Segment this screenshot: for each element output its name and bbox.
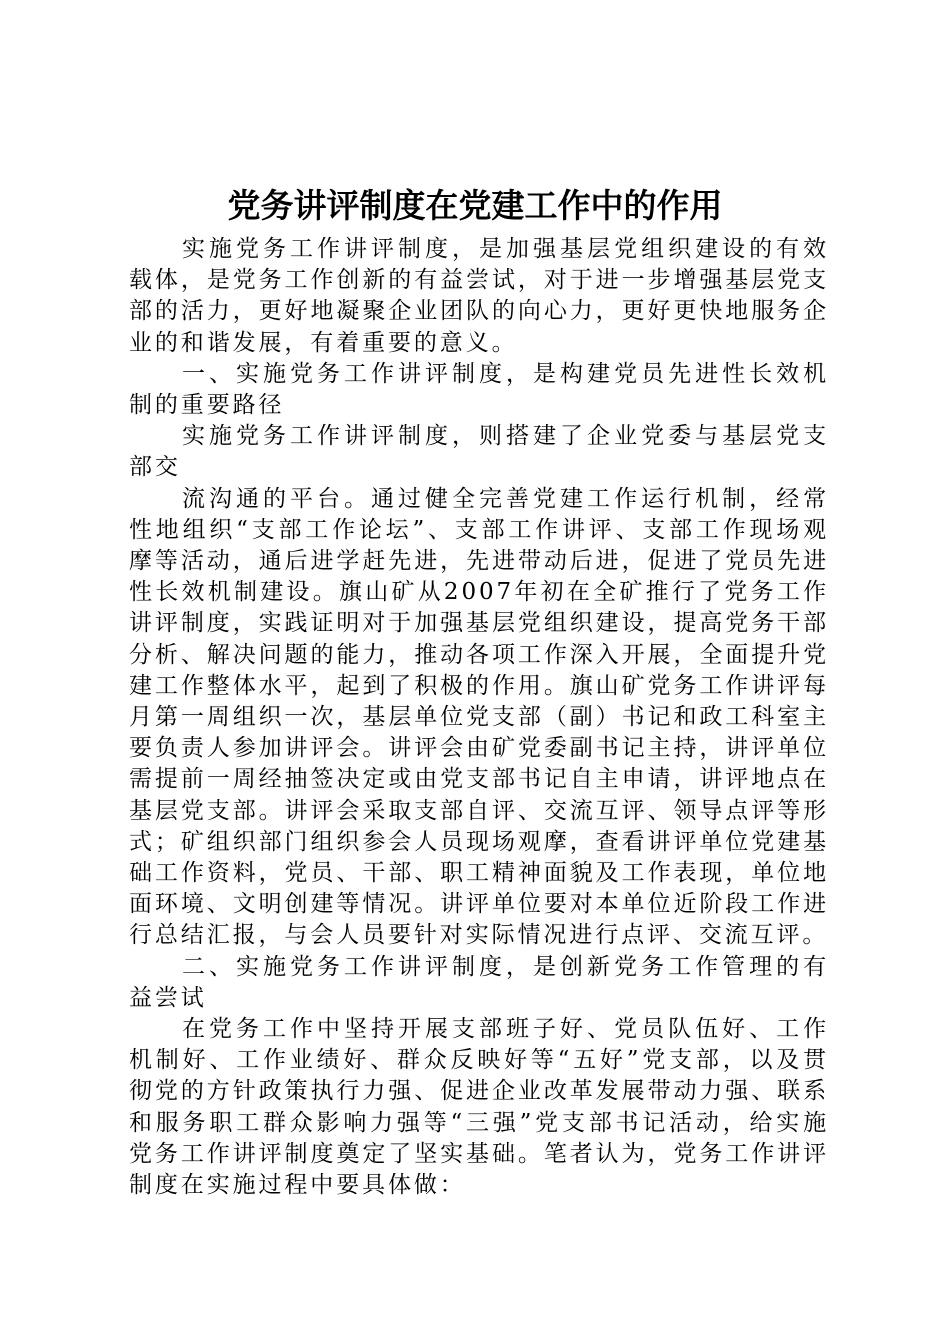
paragraph: 流沟通的平台。通过健全完善党建工作运行机制，经常性地组织“支部工作论坛”、支部工作讲评、支部工作现场观摩等活动，通后进学赶先进，先进带动后进，促进了党员先进性长效机制建设。旗山矿从2007年初在全矿推行了党务工作讲评制度，实践证明对于加强基层党组织建设，提高党务干部分析、解决问题的能力，推动各项工作深入开展，全面提升党建工作整体水平，起到了积极的作用。旗山矿党务工作讲评每月第一周组织一次，基层单位党支部（副）书记和政工科室主要负责人参加讲评会。讲评会由矿党委副书记主持，讲评单位需提前一周经抽签决定或由党支部书记自主申请，讲评地点在基层党支部。讲评会采取支部自评、交流互评、领导点评等形式；矿组织部门组织参会人员现场观摩，查看讲评单位党建基础工作资料，党员、干部、职工精神面貌及工作表现，单位地面环境、文明创建等情况。讲评单位要对本单位近阶段工作进行总结汇报，与会人员要针对实际情况进行点评、交流互评。	[129, 485, 829, 949]
document-title: 党务讲评制度在党建工作中的作用	[227, 186, 723, 225]
section-heading-1: 一、实施党务工作讲评制度，是构建党员先进性长效机制的重要路径	[129, 360, 829, 419]
document-body	[129, 234, 829, 1201]
paragraph: 在党务工作中坚持开展支部班子好、党员队伍好、工作机制好、工作业绩好、群众反映好等“五好”党支部，以及贯彻党的方针政策执行力强、促进企业改革发展带动力强、联系和服务职工群众影响力强等“三强”党支部书记活动，给实施党务工作讲评制度奠定了坚实基础。笔者认为，党务工作讲评制度在实施过程中要具体做：	[129, 1016, 829, 1199]
section-heading-2: 二、实施党务工作讲评制度，是创新党务工作管理的有益尝试	[129, 953, 829, 1011]
paragraph-intro: 实施党务工作讲评制度，是加强基层党组织建设的有效载体，是党务工作创新的有益尝试，对于进一步增强基层党支部的活力，更好地凝聚企业团队的向心力，更好更快地服务企业的和谐发展，有着重要的意义。	[129, 236, 829, 356]
paragraph: 实施党务工作讲评制度，则搭建了企业党委与基层党支部交	[129, 423, 829, 481]
